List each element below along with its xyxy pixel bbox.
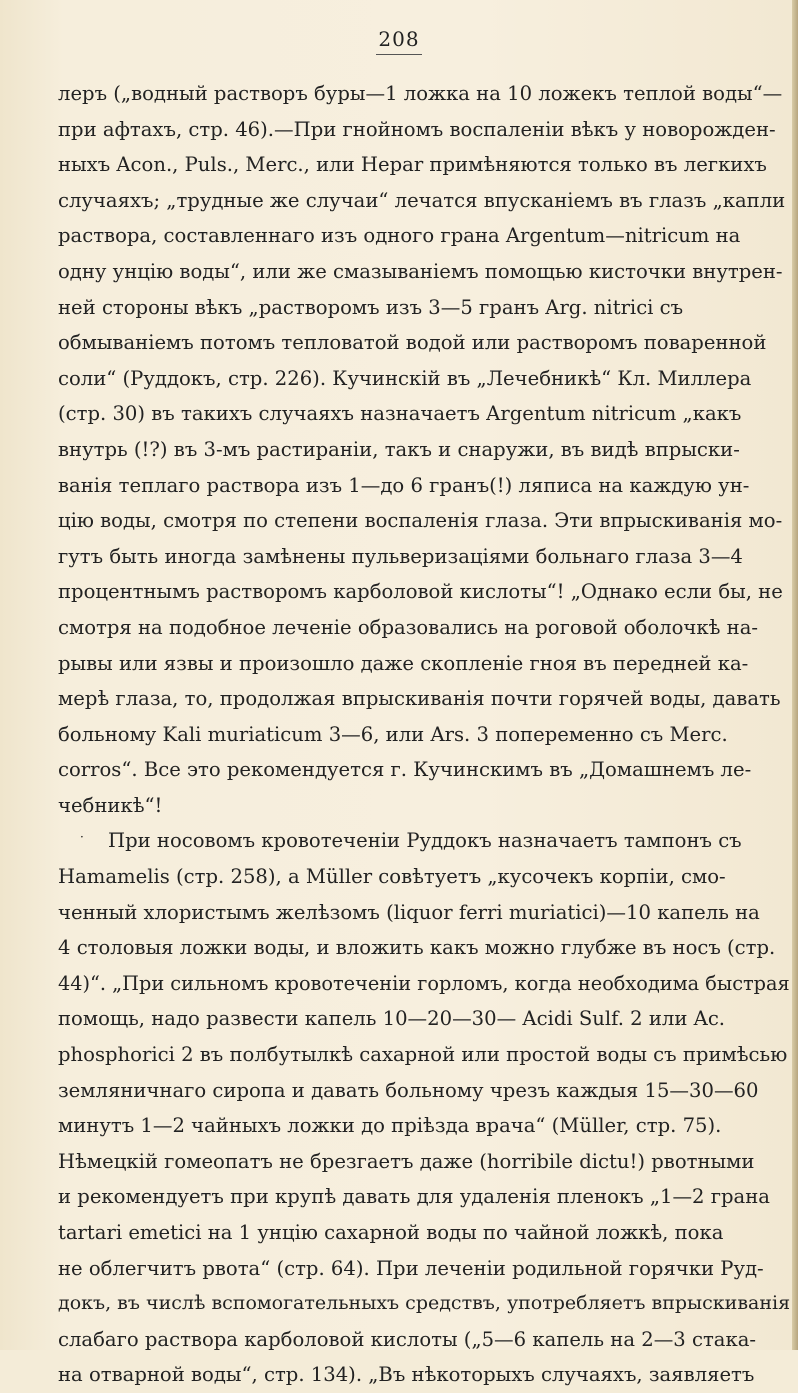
- text-line: ченный хлористымъ желѣзомъ (liquor ferri muriatici)—10 капель на: [58, 900, 760, 924]
- text-line: 4 столовыя ложки воды, и вложить какъ можно глубже въ носъ (стр.: [58, 936, 776, 960]
- page-number: 208: [0, 27, 798, 55]
- text-line: леръ („водный растворъ буры—1 ложка на 10 ложекъ теплой воды“—: [58, 82, 783, 105]
- text-line: phosphorici 2 въ полбутылкѣ сахарной или простой воды съ примѣсью: [58, 1043, 788, 1067]
- text-line: не облегчитъ рвота“ (стр. 64). При леченіи родильной горячки Руд-: [58, 1256, 764, 1280]
- text-line: слабаго раствора карболовой кислоты („5—6 капель на 2—3 стака-: [58, 1327, 757, 1351]
- text-line: цію воды, смотря по степени воспаленія глаза. Эти впрыскиванія мо-: [58, 509, 783, 533]
- text-line: при афтахъ, стр. 46).—При гнойномъ воспаленіи вѣкъ у новорожден-: [58, 117, 776, 141]
- text-line: больному Kali muriaticum 3—6, или Ars. 3 попеременно съ Merc.: [58, 722, 728, 746]
- text-line: чебникѣ“!: [58, 793, 163, 817]
- text-line: докъ, въ числѣ вспомогательныхъ средствъ, употребляетъ впрыскиванія: [58, 1292, 791, 1315]
- text-line: 44)“. „При сильномъ кровотеченіи горломъ, когда необходима быстрая: [58, 971, 790, 995]
- text-line: обмываніемъ потомъ тепловатой водой или растворомъ поваренной: [58, 331, 767, 355]
- text-line: смотря на подобное леченіе образовались на роговой оболочкѣ на-: [58, 615, 758, 639]
- text-line: внутрь (!?) въ 3-мъ растираніи, такъ и снаружи, въ видѣ впрыски-: [58, 437, 740, 461]
- text-line: гутъ быть иногда замѣнены пульверизаціями больнаго глаза 3—4: [58, 544, 743, 568]
- text-line: (стр. 30) въ такихъ случаяхъ назначаетъ Argentum nitricum „какъ: [58, 402, 742, 426]
- text-line: Нѣмецкій гомеопатъ не брезгаетъ даже (horribile dictu!) рвотными: [58, 1149, 755, 1173]
- text-line: случаяхъ; „трудные же случаи“ лечатся впусканіемъ въ глазъ „капли: [58, 188, 786, 212]
- text-line: ныхъ Acon., Puls., Merc., или Hepar примѣняются только въ легкихъ: [58, 153, 767, 177]
- page-edge: [792, 0, 798, 1350]
- text-line: земляничнаго сиропа и давать больному чрезъ каждыя 15—30—60: [58, 1078, 759, 1102]
- text-line: раствора, составленнаго изъ одного грана Argentum—nitricum на: [58, 224, 741, 248]
- text-line: tartari emetici на 1 унцію сахарной воды по чайной ложкѣ, пока: [58, 1221, 724, 1244]
- text-line: ней стороны вѣкъ „растворомъ изъ 3—5 гранъ Arg. nitrici съ: [58, 295, 684, 319]
- text-line: помощь, надо развести капель 10—20—30— Acidi Sulf. 2 или Ac.: [58, 1007, 726, 1031]
- text-line: Hamamelis (стр. 258), а Müller совѣтуетъ „кусочекъ корпіи, смо-: [58, 865, 726, 889]
- text-line: на отварной воды“, стр. 134). „Въ нѣкоторыхъ случаяхъ, заявляетъ: [58, 1363, 755, 1387]
- text-line: минутъ 1—2 чайныхъ ложки до пріѣзда врача“ (Müller, стр. 75).: [58, 1114, 722, 1138]
- text-line: и рекомендуетъ при крупѣ давать для удаленія пленокъ „1—2 грана: [58, 1185, 770, 1209]
- text-line: одну унцію воды“, или же смазываніемъ помощью кисточки внутрен-: [58, 259, 783, 283]
- text-line: ванія теплаго раствора изъ 1—до 6 гранъ(!) ляписа на каждую ун-: [58, 473, 750, 497]
- text-line: рывы или язвы и произошло даже скопленіе гноя въ передней ка-: [58, 651, 749, 675]
- paragraph-marker: ·: [80, 829, 84, 844]
- body-text: [58, 76, 792, 1393]
- text-line: corros“. Все это рекомендуется г. Кучинскимъ въ „Домашнемъ ле-: [58, 758, 752, 782]
- text-line: соли“ (Руддокъ, стр. 226). Кучинскій въ „Лечебникѣ“ Кл. Миллера: [58, 366, 752, 390]
- text-line: мерѣ глаза, то, продолжая впрыскиванія почти горячей воды, давать: [58, 687, 781, 711]
- text-line: процентнымъ растворомъ карболовой кислоты“! „Однако если бы, не: [58, 580, 783, 604]
- text-line: При носовомъ кровотеченіи Руддокъ назначаетъ тампонъ съ: [108, 829, 742, 853]
